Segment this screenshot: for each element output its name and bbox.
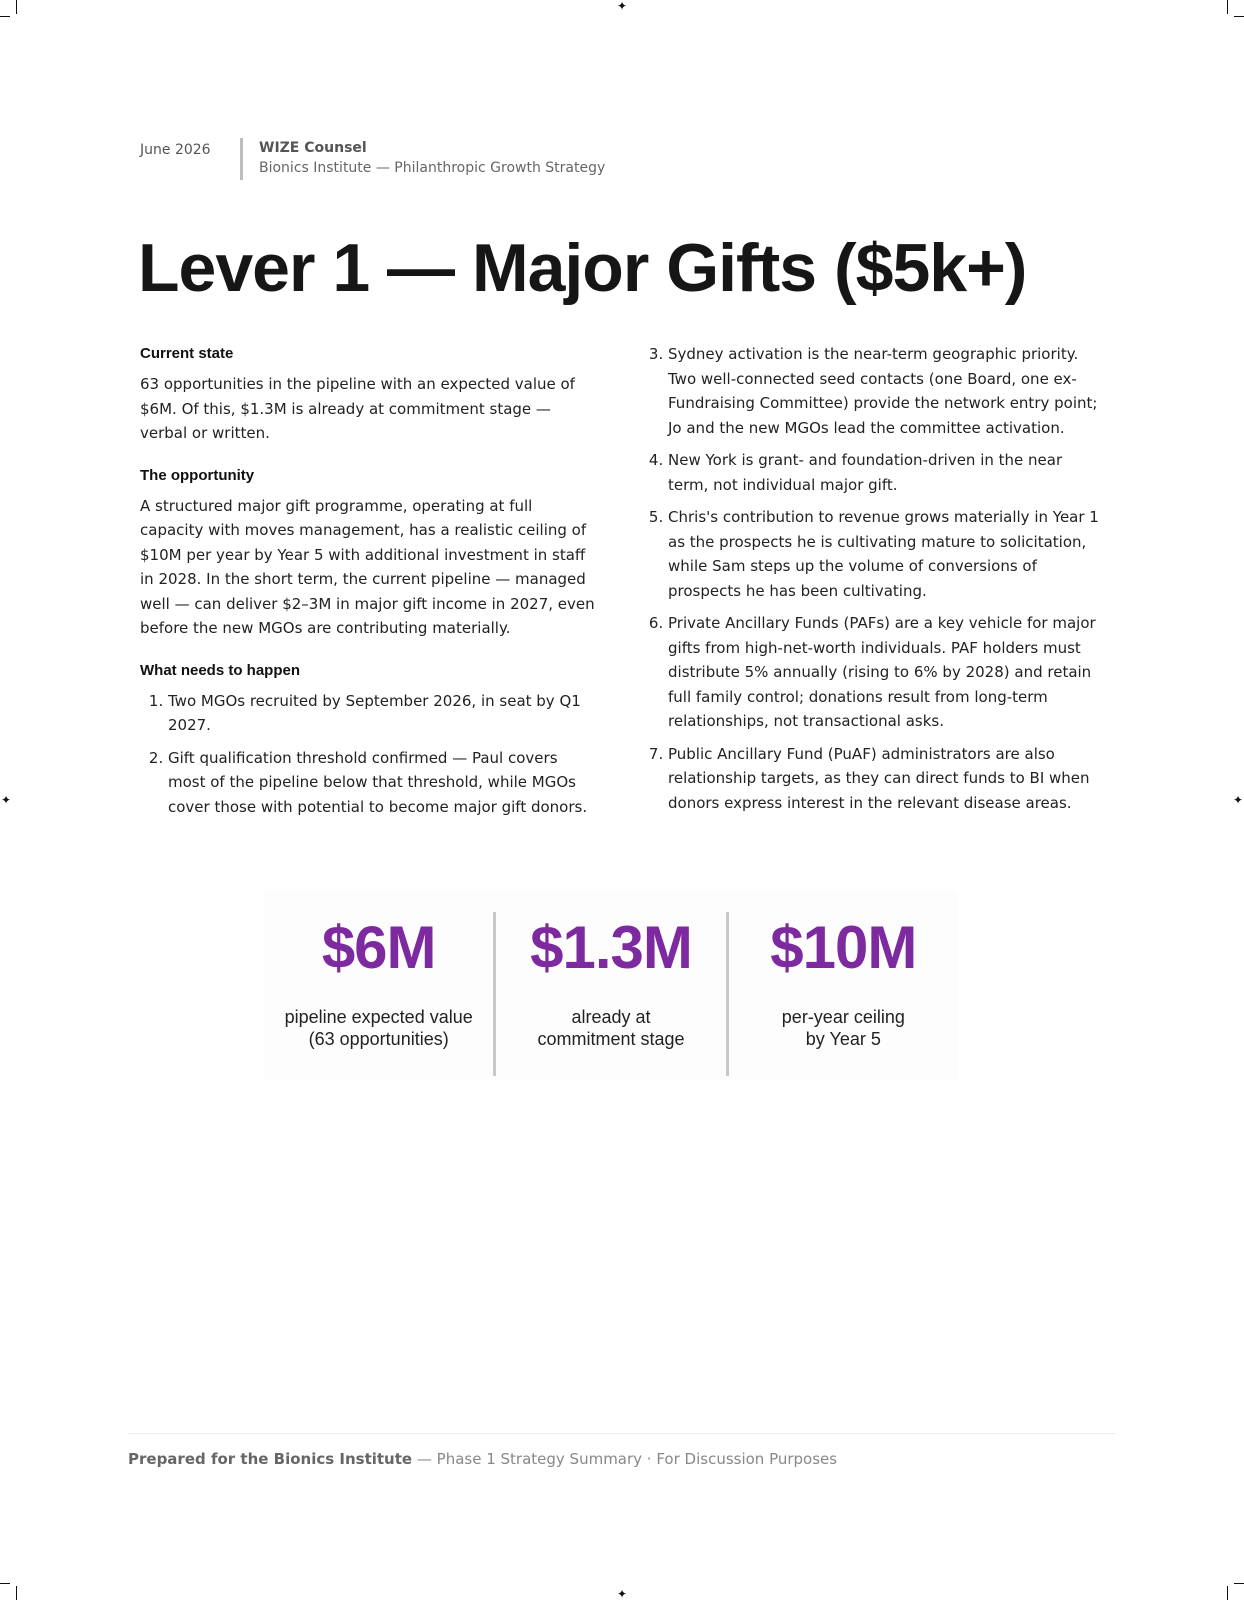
stat-value: $1.3M: [530, 914, 692, 981]
crop-mark-bottom-left: [16, 1586, 17, 1600]
stat-value: $6M: [321, 914, 436, 981]
stat-label-line: by Year 5: [805, 1029, 881, 1049]
header-org: WIZE Counsel: [259, 140, 367, 156]
crop-mark-bottom-left-h: [0, 1583, 10, 1584]
crop-mark-top-left-h: [0, 16, 10, 17]
registration-mark-bottom: ✦: [616, 1587, 628, 1601]
header-document-title: Bionics Institute — Philanthropic Growth Strategy: [259, 160, 606, 176]
stat-pipeline: [264, 890, 493, 1080]
header-date: June 2026: [140, 142, 211, 158]
footer-divider: [128, 1433, 1116, 1434]
page-header: [140, 138, 605, 180]
current-state-text: 63 opportunities in the pipeline with an expected value of $6M. Of this, $1.3M is already at commitment stage — verbal or written.: [140, 375, 575, 442]
list-item: 1. Two MGOs recruited by September 2026, in seat by Q1 2027.: [168, 689, 598, 738]
crop-mark-bottom-right-h: [1234, 1583, 1244, 1584]
footer-text: — Phase 1 Strategy Summary · For Discussion Purposes: [416, 1450, 838, 1468]
list-item: 2. Gift qualification threshold confirmed — Paul covers most of the pipeline below that threshold, while MGOs cover those with potential to become major gift donors.: [168, 746, 598, 820]
list-item: 6. Private Ancillary Funds (PAFs) are a key vehicle for major gifts from high-net-worth individuals. PAF holders must distribute 5% annually (rising to 6% by 2028) and retain full family control; donations result from long-term relationships, not transactional asks.: [668, 611, 1100, 734]
page-footer: [128, 1448, 837, 1470]
registration-mark-right: ✦: [1232, 793, 1244, 807]
crop-mark-bottom-right: [1227, 1586, 1228, 1600]
footer-prepared-for: Prepared for the Bionics Institute: [128, 1450, 413, 1468]
page-title: Lever 1 — Major Gifts ($5k+): [138, 230, 1027, 306]
current-state-heading: Current state: [140, 345, 234, 362]
stat-label-line: pipeline expected value: [284, 1007, 473, 1027]
stat-label: [729, 1006, 958, 1050]
header-divider: [240, 138, 243, 180]
left-column: [140, 342, 598, 827]
crop-mark-top-right-h: [1234, 16, 1244, 17]
list-item: 3. Sydney activation is the near-term geographic priority. Two well-connected seed contacts (one Board, one ex-Fundraising Committee) provide the network entry point; Jo and the new MGOs lead the committee activation.: [668, 342, 1100, 440]
stat-label-line: commitment stage: [537, 1029, 685, 1049]
opportunity-heading: The opportunity: [140, 466, 255, 484]
list-item: 4. New York is grant- and foundation-driven in the near term, not individual major gift.: [668, 448, 1100, 497]
stat-label: [264, 1006, 493, 1050]
stat-label-line: per-year ceiling: [781, 1007, 905, 1027]
stat-label: [496, 1006, 725, 1050]
stat-ceiling: [729, 890, 958, 1080]
registration-mark-left: ✦: [0, 793, 12, 807]
stat-value: $10M: [770, 914, 917, 981]
registration-mark-top: ✦: [616, 0, 628, 13]
opportunity-text: A structured major gift programme, operating at full capacity with moves management, has a realistic ceiling of $10M per year by Year 5 with additional investment in staff in 2028. In the short term, the current pipeline — managed well — can deliver $2–3M in major gift income in 2027, even before the new MGOs are contributing materially.: [140, 496, 595, 637]
key-stats: [264, 890, 958, 1080]
crop-mark-top-left: [16, 0, 17, 14]
list-item: 7. Public Ancillary Fund (PuAF) administrators are also relationship targets, as they can direct funds to BI when donors express interest in the relevant disease areas.: [668, 742, 1100, 816]
stat-commitment: [496, 890, 725, 1080]
crop-mark-top-right: [1227, 0, 1228, 14]
stat-label-line: already at: [571, 1007, 651, 1027]
needs-list: [140, 689, 598, 820]
needs-heading: What needs to happen: [140, 661, 301, 679]
stat-label-line: (63 opportunities): [308, 1029, 449, 1049]
header-meta: [259, 138, 605, 178]
right-column: [640, 342, 1100, 823]
list-item: 5. Chris's contribution to revenue grows materially in Year 1 as the prospects he is cultivating mature to solicitation, while Sam steps up the volume of conversions of prospects he has been cultivating.: [668, 505, 1100, 603]
needs-list-continued: [640, 342, 1100, 815]
